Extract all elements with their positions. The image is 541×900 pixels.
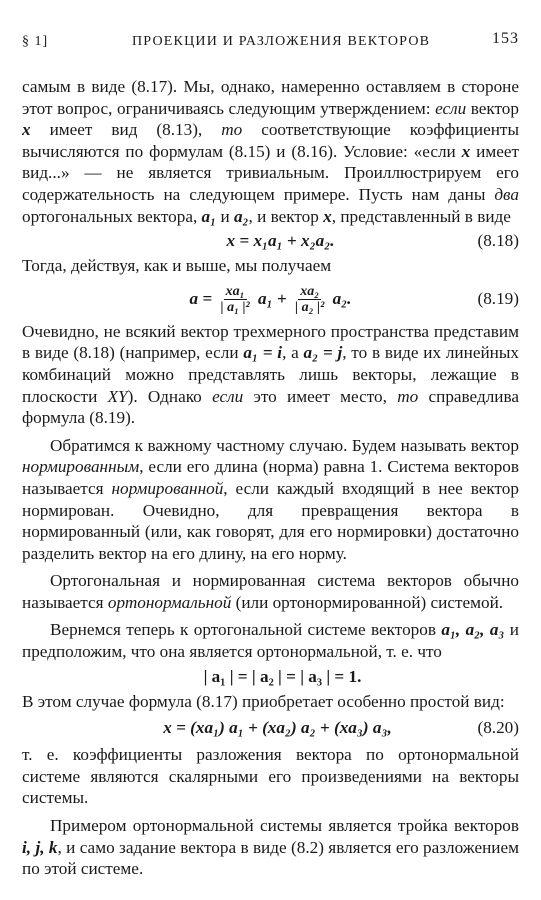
formula-8-20 [22,714,519,742]
formula-expression: x = x₁a₁ + x₂a₂. [226,231,335,251]
paragraph-2: Тогда, действуя, как и выше, мы получаем [22,256,332,276]
paragraph-4: Обратимся к важному частному случаю. Будем называть вектор нормированным, если его длина (норма) равна 1. Система векторов называется нормированной, если каждый входящий в нее вектор нормирован. Очевидно, для превращения вектора в нормированный (или, как говорят, для его нормировки) достаточно разделить вектор на его длину, на его норму. [22,435,519,563]
formula-unit-norms [22,665,519,689]
paragraph-1: самым в виде (8.17). Мы, однако, намеренно оставляем в стороне этот вопрос, ограничиваясь следующим утверждением: если вектор x имеет вид (8.13), то соответствующие коэффициенты вычисляются по формулам (8.15) и (8.16). Условие: «если x имеет вид...» — не является тривиальным. Проиллюстрируем его содержательность на следующем примере. Пусть нам даны два ортогональных вектора, a₁ и a₂, и вектор x, представленный в виде [22,77,520,226]
formula-number: (8.18) [477,231,519,251]
formula-8-18 [22,229,519,253]
page-body [22,76,519,880]
formula-expression: x = (xa₁) a₁ + (xa₂) a₂ + (xa₃) a₃, [163,718,392,738]
paragraph-9: Примером ортонормальной системы является тройка векторов i, j, k, и само задание вектора в виде (8.2) является его разложением по этой системе. [22,816,519,879]
page-number: 153 [492,30,519,47]
running-header [22,30,519,52]
formula-expression: a = $\frac{\text{xa₁}}{\text{| a₁ |²}}$ a₁ + $\frac{\text{xa₂}}{\text{| a₂ |²}}$ a₂. [189,284,352,316]
paragraph-5: Ортогональная и нормированная система векторов обычно называется ортонормальной (или ортонормированной) системой. [22,571,519,612]
paragraph-6: Вернемся теперь к ортогональной системе векторов a₁, a₂, a₃ и предположим, что она является ортонормальной, т. е. что [22,620,519,662]
paragraph-3: Очевидно, не всякий вектор трехмерного пространства представим в виде (8.18) (например, если a₁ = i, а a₂ = j, то в виде их линейных комбинаций можно представлять лишь векторы, лежащие в плоскости XY). Однако если это имеет место, то справедлива формула (8.19). [22,321,519,428]
paragraph-7: В этом случае формула (8.17) приобретает особенно простой вид: [22,691,505,711]
section-marker: § 1] [22,34,49,49]
paragraph-8: т. е. коэффициенты разложения вектора по ортонормальной системе являются скалярными его произведениями на векторы системы. [22,745,519,808]
running-title: ПРОЕКЦИИ И РАЗЛОЖЕНИЯ ВЕКТОРОВ [132,34,431,49]
formula-expression: | a₁ | = | a₂ | = | a₃ | = 1. [203,666,362,686]
formula-number: (8.19) [477,288,519,308]
formula-number: (8.20) [477,718,519,738]
formula-8-19 [22,279,519,319]
